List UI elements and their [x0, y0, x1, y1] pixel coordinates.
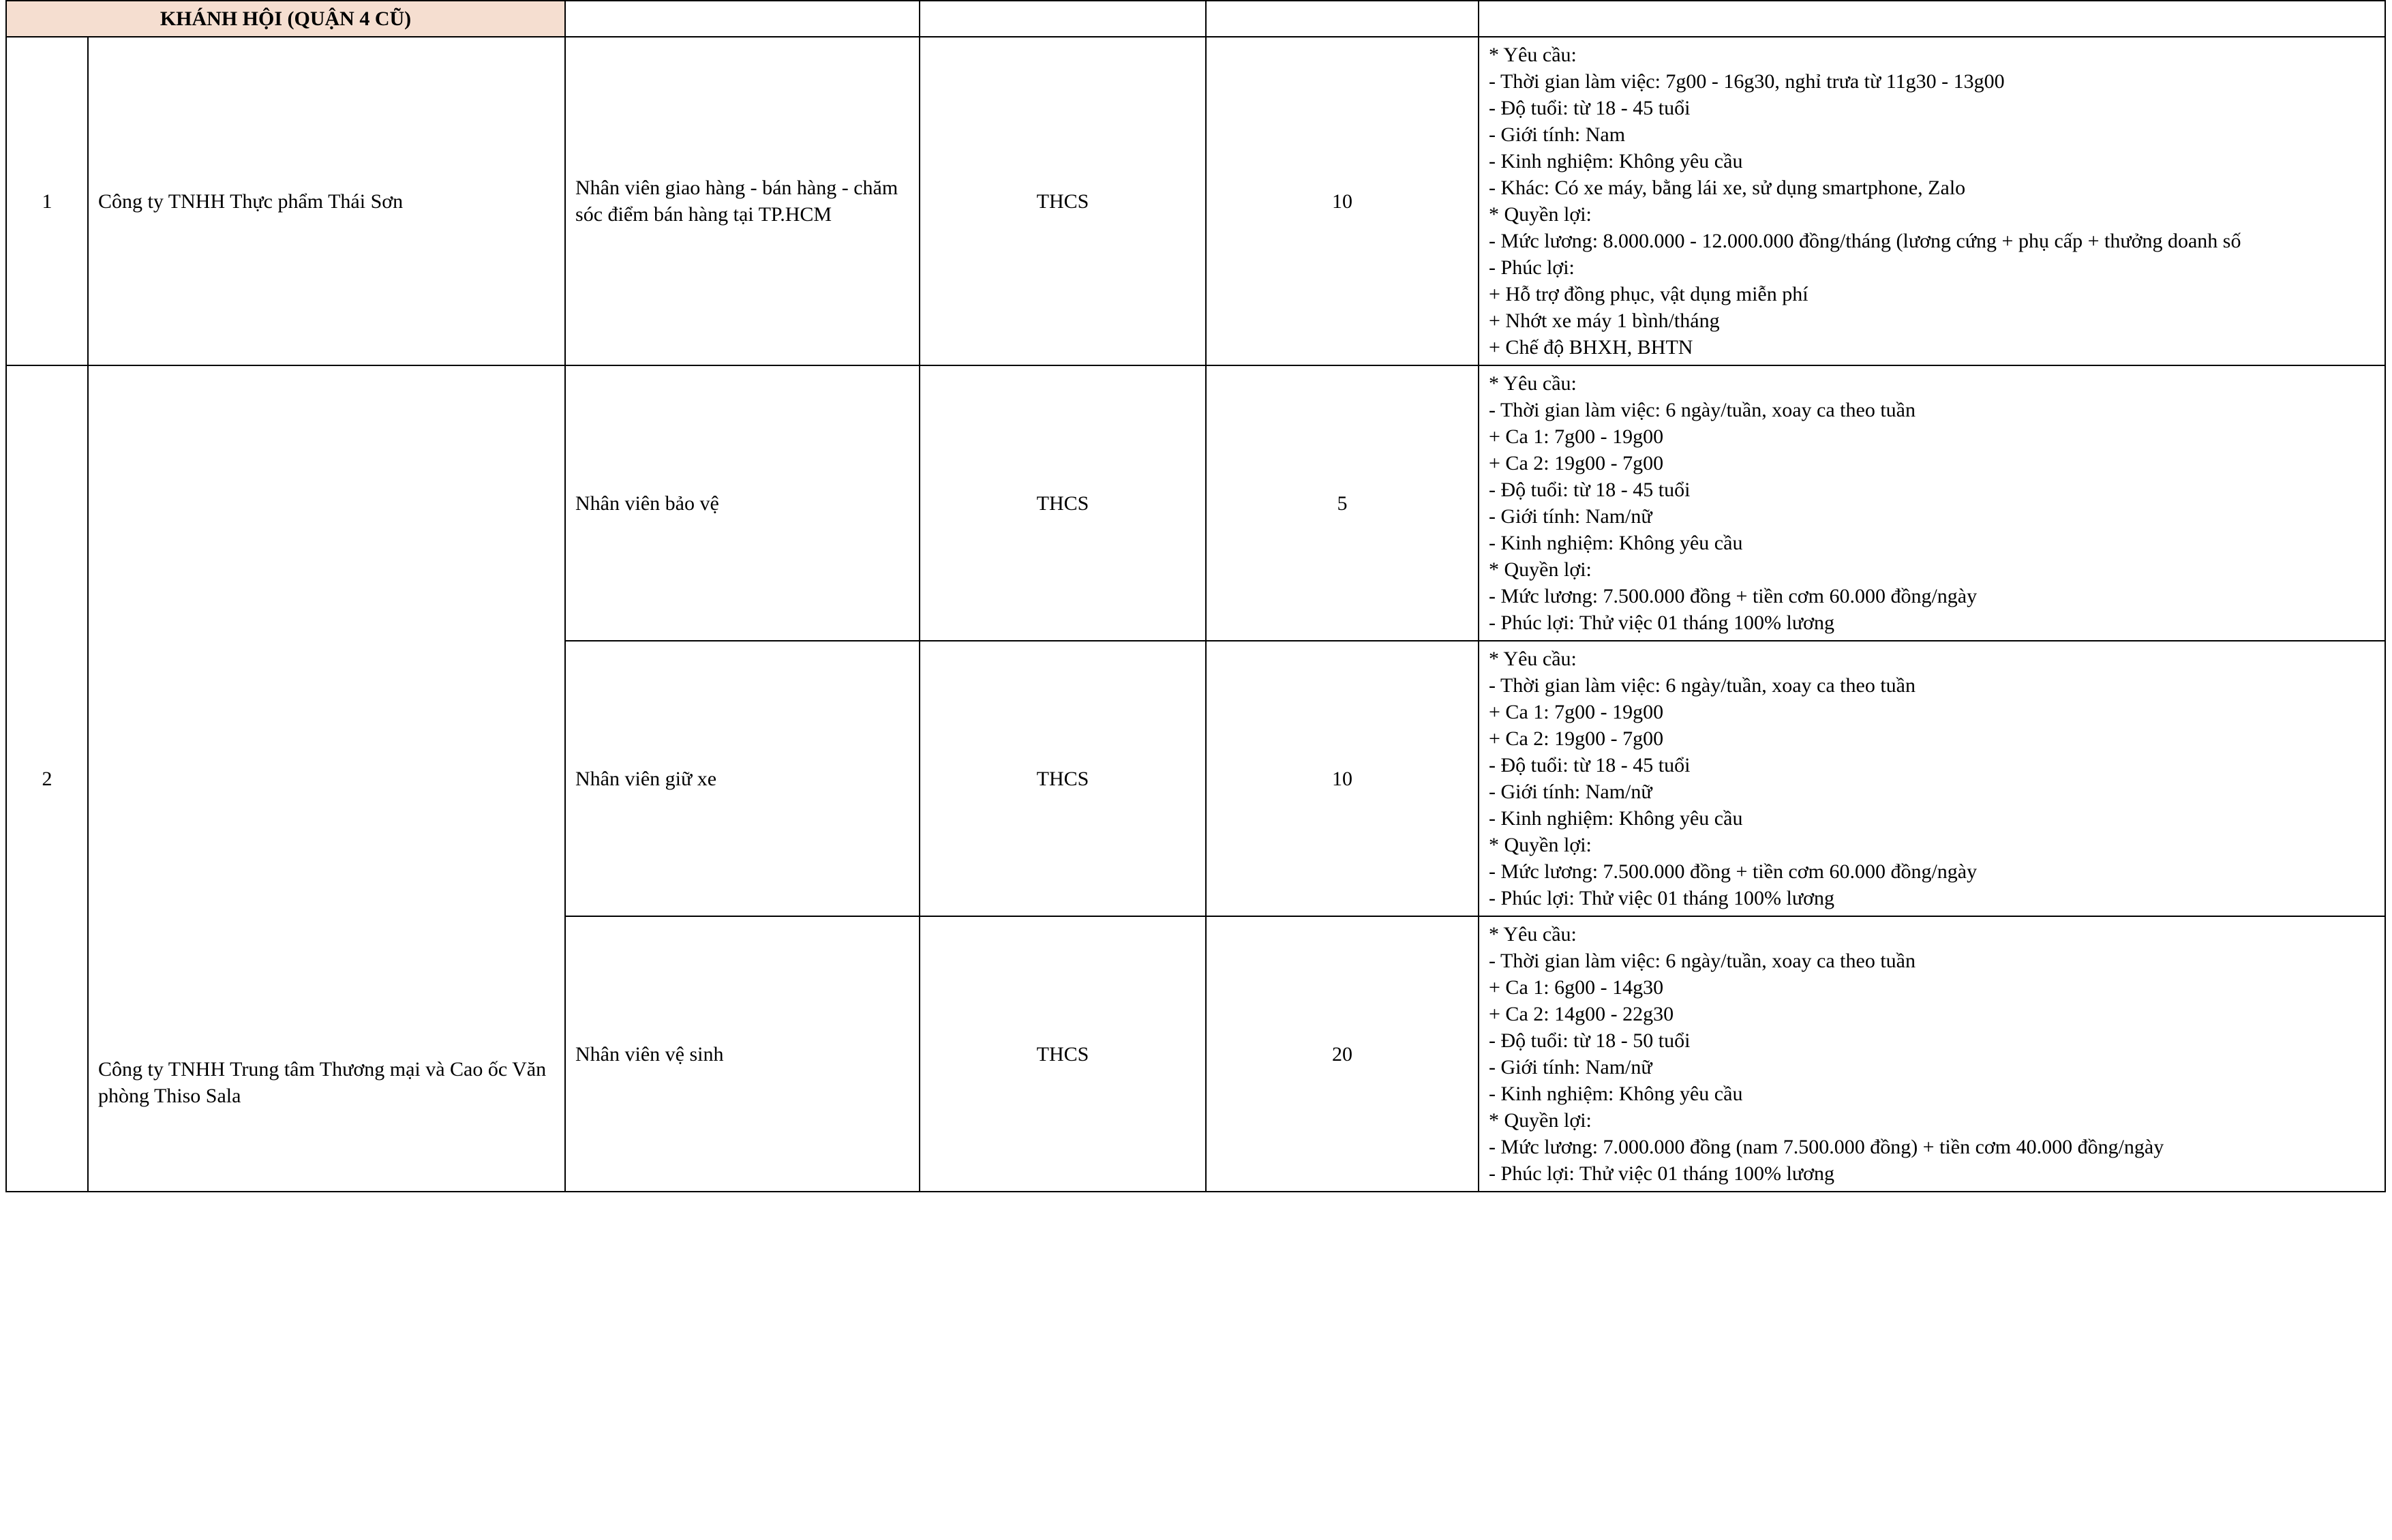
table-row	[6, 37, 2385, 365]
requirement-line: - Kinh nghiệm: Không yêu cầu	[1489, 532, 1743, 554]
section-header-blank-quantity	[1206, 1, 1479, 37]
requirement-line: - Khác: Có xe máy, bằng lái xe, sử dụng smartphone, Zalo	[1489, 177, 1966, 199]
job-position: Nhân viên giữ xe	[565, 641, 920, 916]
section-header-title: KHÁNH HỘI (QUẬN 4 CŨ)	[6, 1, 565, 37]
requirement-line: - Kinh nghiệm: Không yêu cầu	[1489, 1083, 1743, 1105]
requirement-line: * Quyền lợi:	[1489, 1109, 1592, 1132]
requirement-line: - Phúc lợi: Thử việc 01 tháng 100% lương	[1489, 1162, 1834, 1185]
requirement-line: - Phúc lợi:	[1489, 256, 1575, 279]
company-name: Công ty TNHH Thực phẩm Thái Sơn	[88, 37, 565, 365]
requirement-line: * Yêu cầu:	[1489, 923, 1577, 946]
requirement-line: * Yêu cầu:	[1489, 372, 1577, 395]
education-level: THCS	[920, 641, 1206, 916]
requirement-line: - Kinh nghiệm: Không yêu cầu	[1489, 807, 1743, 830]
requirement-line: + Ca 1: 7g00 - 19g00	[1489, 701, 1664, 723]
job-position: Nhân viên giao hàng - bán hàng - chăm sóc điểm bán hàng tại TP.HCM	[565, 37, 920, 365]
company-name: Công ty TNHH Trung tâm Thương mại và Cao ốc Văn phòng Thiso Sala	[88, 365, 565, 1192]
quantity: 10	[1206, 37, 1479, 365]
requirement-line: - Giới tính: Nam	[1489, 123, 1626, 146]
requirement-line: * Yêu cầu:	[1489, 44, 1577, 66]
requirement-line: + Chế độ BHXH, BHTN	[1489, 336, 1693, 359]
requirement-line: - Giới tính: Nam/nữ	[1489, 1056, 1652, 1078]
requirement-line: - Độ tuổi: từ 18 - 45 tuổi	[1489, 97, 1691, 119]
requirement-line: - Thời gian làm việc: 7g00 - 16g30, nghỉ trưa từ 11g30 - 13g00	[1489, 70, 2005, 93]
section-header-row	[6, 1, 2385, 37]
requirement-line: * Quyền lợi:	[1489, 558, 1592, 581]
requirement-line: - Mức lương: 8.000.000 - 12.000.000 đồng/tháng (lương cứng + phụ cấp + thưởng doanh số	[1489, 230, 2241, 252]
table-row	[6, 365, 2385, 641]
job-listings-table	[5, 0, 2386, 1192]
requirement-line: * Quyền lợi:	[1489, 203, 1592, 226]
requirement-line: - Phúc lợi: Thử việc 01 tháng 100% lương	[1489, 612, 1834, 634]
requirement-line: - Mức lương: 7.500.000 đồng + tiền cơm 60.000 đồng/ngày	[1489, 585, 1978, 607]
requirement-line: - Phúc lợi: Thử việc 01 tháng 100% lương	[1489, 887, 1834, 909]
requirements-cell	[1479, 37, 2385, 365]
quantity: 5	[1206, 365, 1479, 641]
requirement-line: - Mức lương: 7.000.000 đồng (nam 7.500.000 đồng) + tiền cơm 40.000 đồng/ngày	[1489, 1136, 2164, 1158]
job-position: Nhân viên vệ sinh	[565, 916, 920, 1192]
section-header-blank-education	[920, 1, 1206, 37]
requirement-line: - Thời gian làm việc: 6 ngày/tuần, xoay ca theo tuần	[1489, 399, 1916, 421]
requirement-line: - Thời gian làm việc: 6 ngày/tuần, xoay ca theo tuần	[1489, 674, 1916, 697]
section-header-blank-requirements	[1479, 1, 2385, 37]
requirement-line: - Độ tuổi: từ 18 - 45 tuổi	[1489, 479, 1691, 501]
requirement-line: - Độ tuổi: từ 18 - 50 tuổi	[1489, 1029, 1691, 1052]
education-level: THCS	[920, 916, 1206, 1192]
requirement-line: + Ca 2: 19g00 - 7g00	[1489, 452, 1664, 474]
requirement-line: + Ca 1: 6g00 - 14g30	[1489, 976, 1664, 999]
requirement-line: - Giới tính: Nam/nữ	[1489, 781, 1652, 803]
requirements-cell	[1479, 365, 2385, 641]
section-header-blank-position	[565, 1, 920, 37]
requirements-cell	[1479, 916, 2385, 1192]
education-level: THCS	[920, 37, 1206, 365]
requirement-line: - Kinh nghiệm: Không yêu cầu	[1489, 150, 1743, 172]
requirement-line: + Ca 2: 14g00 - 22g30	[1489, 1003, 1674, 1025]
requirement-line: + Ca 1: 7g00 - 19g00	[1489, 425, 1664, 448]
job-position: Nhân viên bảo vệ	[565, 365, 920, 641]
row-number: 2	[6, 365, 88, 1192]
requirement-line: - Độ tuổi: từ 18 - 45 tuổi	[1489, 754, 1691, 776]
requirement-line: * Yêu cầu:	[1489, 648, 1577, 670]
requirement-line: - Thời gian làm việc: 6 ngày/tuần, xoay ca theo tuần	[1489, 950, 1916, 972]
quantity: 20	[1206, 916, 1479, 1192]
row-number: 1	[6, 37, 88, 365]
requirement-line: + Nhớt xe máy 1 bình/tháng	[1489, 309, 1720, 332]
requirement-line: - Giới tính: Nam/nữ	[1489, 505, 1652, 528]
requirements-cell	[1479, 641, 2385, 916]
quantity: 10	[1206, 641, 1479, 916]
requirement-line: * Quyền lợi:	[1489, 834, 1592, 856]
requirement-line: + Hỗ trợ đồng phục, vật dụng miễn phí	[1489, 283, 1808, 305]
requirement-line: + Ca 2: 19g00 - 7g00	[1489, 727, 1664, 750]
requirement-line: - Mức lương: 7.500.000 đồng + tiền cơm 60.000 đồng/ngày	[1489, 860, 1978, 883]
education-level: THCS	[920, 365, 1206, 641]
